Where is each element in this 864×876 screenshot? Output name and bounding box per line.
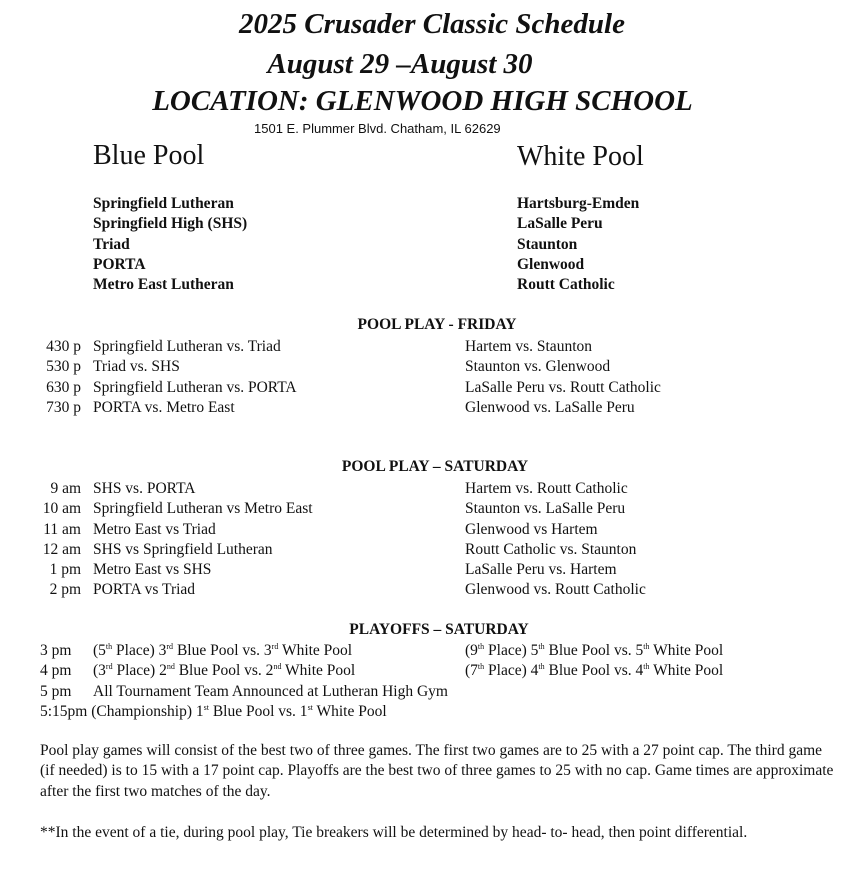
playoff-game: (3rd Place) 2nd Blue Pool vs. 2nd White Pool <box>93 662 356 680</box>
playoffs-heading: PLAYOFFS – SATURDAY <box>349 621 529 638</box>
blue-pool-game: Springfield Lutheran vs. Triad <box>93 338 281 355</box>
schedule-row <box>0 479 864 499</box>
schedule-row <box>0 357 864 377</box>
white-pool-teams <box>517 194 639 295</box>
white-pool-game: Staunton vs. Glenwood <box>465 358 611 376</box>
schedule-row <box>0 398 864 418</box>
playoff-game: (7th Place) 4th Blue Pool vs. 4th White Pool <box>465 662 724 680</box>
white-pool-game: Glenwood vs. Routt Catholic <box>465 581 646 599</box>
game-time: 1 pm <box>49 561 81 579</box>
blue-pool-heading: Blue Pool <box>93 140 205 171</box>
white-pool-game: Staunton vs. LaSalle Peru <box>465 500 626 518</box>
friday-schedule <box>0 337 864 418</box>
game-time: 10 am <box>42 500 81 518</box>
blue-pool-teams <box>93 194 247 295</box>
white-pool-game: Hartem vs. Staunton <box>465 338 592 355</box>
schedule-row <box>0 378 864 398</box>
white-pool-heading: White Pool <box>517 141 644 172</box>
blue-pool-game: Metro East vs SHS <box>93 561 212 579</box>
playoff-row <box>0 641 864 661</box>
game-time: 5 pm <box>40 682 72 700</box>
game-time: 3 pm <box>40 642 72 659</box>
blue-pool-game: SHS vs. PORTA <box>93 480 196 497</box>
playoff-row <box>0 682 864 702</box>
playoff-row <box>0 661 864 681</box>
blue-pool-game: Metro East vs Triad <box>93 520 216 538</box>
schedule-row <box>0 520 864 540</box>
address: 1501 E. Plummer Blvd. Chatham, IL 62629 <box>254 121 501 136</box>
saturday-schedule <box>0 479 864 601</box>
white-pool-game: LaSalle Peru vs. Routt Catholic <box>465 378 661 396</box>
blue-pool-game: PORTA vs. Metro East <box>93 398 235 416</box>
team-name: Staunton <box>517 235 578 253</box>
schedule-row <box>0 540 864 560</box>
game-time: 4 pm <box>40 662 72 680</box>
playoff-game: (5th Place) 3rd Blue Pool vs. 3rd White Pool <box>93 642 353 659</box>
game-time: 12 am <box>42 540 81 558</box>
schedule-row <box>0 580 864 600</box>
blue-pool-game: PORTA vs Triad <box>93 581 196 599</box>
title-line-2: August 29 –August 30 <box>267 48 533 80</box>
game-time: 2 pm <box>49 581 81 599</box>
title-line-3: LOCATION: GLENWOOD HIGH SCHOOL <box>152 85 693 117</box>
team-name: Routt Catholic <box>517 276 615 294</box>
playoffs-schedule <box>0 641 864 722</box>
friday-heading: POOL PLAY - FRIDAY <box>357 316 517 333</box>
game-time: 11 am <box>43 520 81 538</box>
saturday-heading: POOL PLAY – SATURDAY <box>341 458 529 475</box>
blue-pool-game: Springfield Lutheran vs. PORTA <box>93 378 297 396</box>
team-name: Hartsburg-Emden <box>517 195 640 212</box>
playoff-game: (9th Place) 5th Blue Pool vs. 5th White Pool <box>465 642 724 659</box>
white-pool-game: LaSalle Peru vs. Hartem <box>465 561 617 579</box>
schedule-row <box>0 560 864 580</box>
game-time: 630 p <box>46 378 81 396</box>
team-name: LaSalle Peru <box>517 215 603 233</box>
game-time: 730 p <box>46 398 81 416</box>
tiebreak-note: **In the event of a tie, during pool play, Tie breakers will be determined by head- to- head, then point differential. <box>40 824 748 841</box>
team-name: Triad <box>93 235 130 253</box>
blue-pool-game: Springfield Lutheran vs Metro East <box>93 500 313 518</box>
white-pool-game: Glenwood vs. LaSalle Peru <box>465 398 635 416</box>
schedule-row <box>0 337 864 357</box>
game-time: 430 p <box>46 338 81 355</box>
rules-paragraph: Pool play games will consist of the best two of three games. The first two games are to 25 with a 27 point cap. The third game (if needed) is to 15 with a 17 point cap. Playoffs are the best two of three games to 25 with no cap. Game times are approximate after the first two matches of the day. <box>40 742 834 800</box>
schedule-row <box>0 499 864 519</box>
team-name: Springfield Lutheran <box>93 195 234 212</box>
blue-pool-game: Triad vs. SHS <box>93 358 180 376</box>
white-pool-game: Glenwood vs Hartem <box>465 520 598 538</box>
team-name: Glenwood <box>517 255 585 273</box>
announcement: All Tournament Team Announced at Lutheran High Gym <box>93 682 448 700</box>
team-name: Metro East Lutheran <box>93 276 234 294</box>
championship-game: 5:15pm (Championship) 1st Blue Pool vs. 1st White Pool <box>40 702 387 720</box>
white-pool-game: Hartem vs. Routt Catholic <box>465 480 628 497</box>
white-pool-game: Routt Catholic vs. Staunton <box>465 540 637 558</box>
game-time: 530 p <box>46 358 81 376</box>
blue-pool-game: SHS vs Springfield Lutheran <box>93 540 273 558</box>
playoff-row <box>0 702 864 722</box>
title-line-1: 2025 Crusader Classic Schedule <box>239 8 625 40</box>
game-time: 9 am <box>50 480 81 497</box>
team-name: Springfield High (SHS) <box>93 215 248 233</box>
team-name: PORTA <box>93 255 146 273</box>
